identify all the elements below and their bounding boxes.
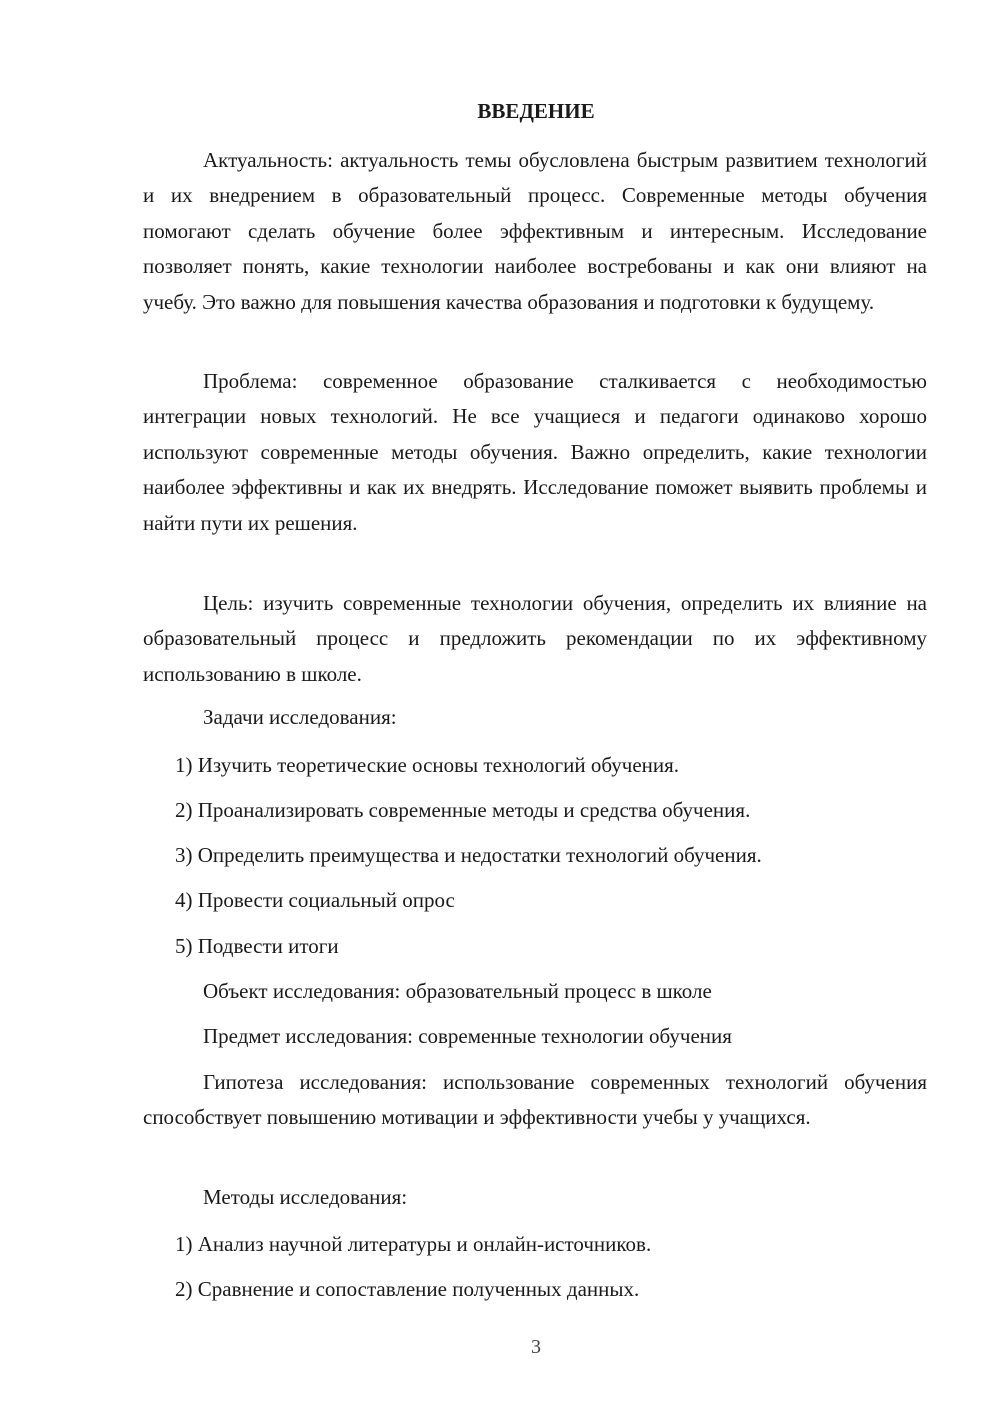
page-title: ВВЕДЕНИЕ (477, 99, 595, 123)
tasks-heading: Задачи исследования: (203, 705, 397, 729)
research-subject: Предмет исследования: современные технологии обучения (203, 1024, 732, 1048)
page-number: 3 (531, 1336, 541, 1358)
task-item-3: 3) Определить преимущества и недостатки технологий обучения. (175, 843, 762, 867)
paragraph-problem: Проблема: современное образование сталкивается с необходимостью интеграции новых технологий. Не все учащиеся и педагоги одинаково хорошо используют современные методы обучения. Важно определить, какие технологии наиболее эффективны и как их внедрять. Исследование поможет выявить проблемы и найти пути их решения. (143, 369, 927, 535)
methods-heading: Методы исследования: (203, 1185, 408, 1209)
task-item-5: 5) Подвести итоги (175, 934, 339, 958)
task-item-4: 4) Провести социальный опрос (175, 888, 455, 912)
task-item-2: 2) Проанализировать современные методы и средства обучения. (175, 798, 751, 822)
method-item-1: 1) Анализ научной литературы и онлайн-источников. (175, 1232, 652, 1256)
paragraph-hypothesis: Гипотеза исследования: использование современных технологий обучения способствует повышению мотивации и эффективности учебы у учащихся. (143, 1070, 927, 1130)
paragraph-relevance: Актуальность: актуальность темы обусловлена быстрым развитием технологий и их внедрением в образовательный процесс. Современные методы обучения помогают сделать обучение более эффективным и интересным. Исследование позволяет понять, какие технологии наиболее востребованы и как они влияют на учебу. Это важно для повышения качества образования и подготовки к будущему. (143, 148, 927, 314)
paragraph-goal: Цель: изучить современные технологии обучения, определить их влияние на образовательный процесс и предложить рекомендации по их эффективному использованию в школе. (143, 591, 927, 686)
task-item-1: 1) Изучить теоретические основы технологий обучения. (175, 753, 680, 777)
method-item-2: 2) Сравнение и сопоставление полученных данных. (175, 1277, 640, 1301)
research-object: Объект исследования: образовательный процесс в школе (203, 979, 712, 1003)
